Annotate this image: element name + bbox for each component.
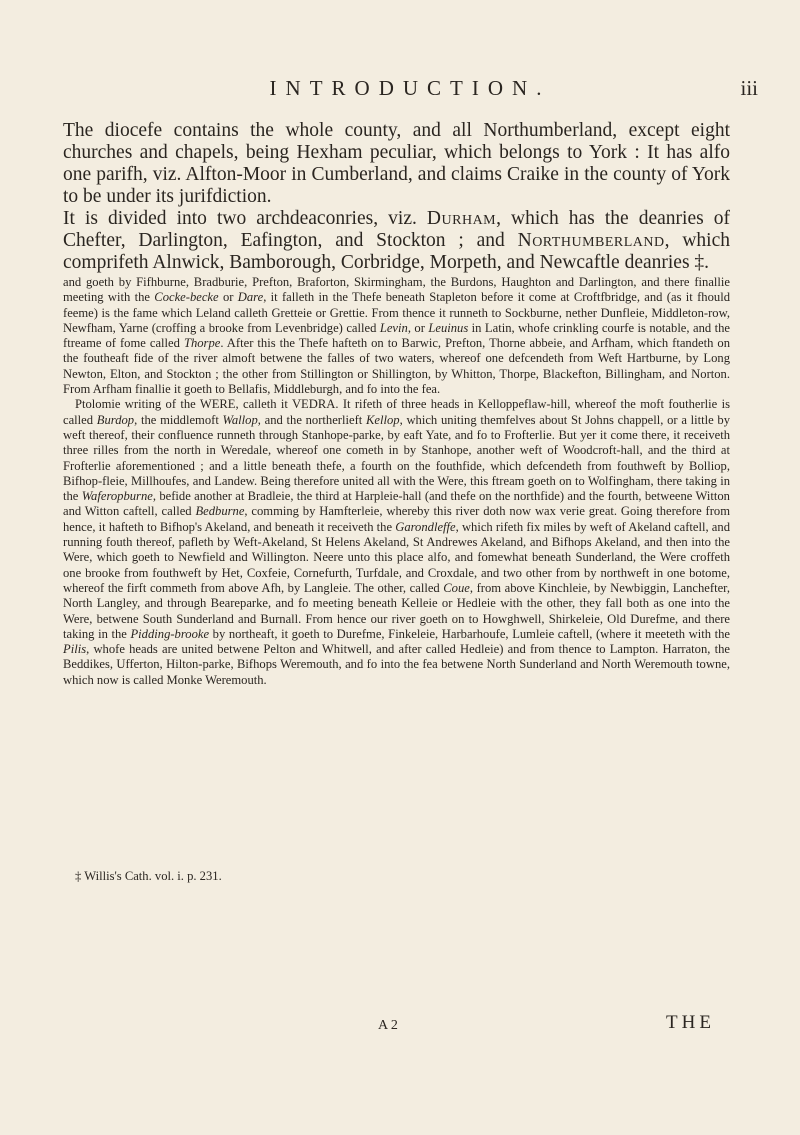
italic-name: Leuinus bbox=[428, 320, 469, 335]
text-fragment: and goeth by Fifhburne, Bradburie, Prefton, Braforton, Skirmingham, the Burdons, Haughton and Darlington, and there finallie meeting with the bbox=[63, 275, 730, 305]
text-fragment: , which rifeth fix miles by weft of Akeland caftell, and running fouth thereof, pafleth by Weft-Akeland, St Helens Akeland, St Andrewes Akeland, and Bifhops Akeland, and then into the Were, which goeth to Newfield and Willington. Neere unto this place alfo, and fomewhat beneath Sunderland, the Were croffeth one brooke from fouthweft by Het, Coxfeie, Cornefurth, Turfdale, and Croxdale, and two other from by northweft in one botome, whereof the firft commeth from above Afh, by Langleie. The other, called bbox=[63, 519, 730, 595]
italic-name: Pidding-brooke bbox=[130, 626, 210, 641]
text-fragment: . After this the Thefe hafteth on to Barwic, Prefton, Thorne abbeie, and Arfham, which ftandeth on the foutheaft fide of the river almoft betwene the falles of two waters, whereof one defcendeth from Weft Hartburne, by Long Newton, Elton, and Stockton ; the other from Stillington or Shillington, by Whitton, Thorpe, Blackefton, Billingham, and Norton. From Arfham finallie it goeth to Bellafis, Middleburgh, and fo into the fea. bbox=[63, 336, 730, 397]
italic-name: Waferopburne bbox=[81, 489, 153, 504]
text-fragment: , which comprifeth Alnwick, Bamborough, Corbridge, Morpeth, and Newcaftle deanries ‡. bbox=[63, 230, 731, 273]
text-fragment: , it falleth in the Thefe beneath Stapleton before it come at Croftfbridge, and (as it fhould feeme) is the fame which Leland calleth Gretteie or Grettie. From thence it runneth to Sockburne, nether Dunfleie, Middleton-row, Newfham, Yarne (croffing a brooke from Levenbridge) called bbox=[63, 290, 730, 335]
quoted-passage bbox=[63, 275, 730, 688]
text-fragment: , which uniting themfelves about St Johns chappell, or a little by weft thereof, their confluence runneth through Stanhope-parke, by eaft Yate, and fo to Frofterlie. But yer it come there, it receiveth three rilles from the north in Weredale, whereof one cometh in by Stanhope, another weft of Woodcroft-hall, and the third at Frofterlie aforementioned ; and a little beneath thefe, a fourth on the fouthfide, which defcendeth from fouthweft by Bolliop, Bifhop-fleie, Millhoufes, and Landew. Being therefore united all with the Were, this ftream goeth on to Wolfingham, there taking in the bbox=[63, 412, 731, 504]
durham-heading: Durham bbox=[426, 208, 497, 229]
text-fragment: , which has the deanries of Chefter, Darlington, Eafington, and Stockton ; and bbox=[63, 208, 730, 251]
italic-name: Garondleffe bbox=[395, 519, 456, 534]
text-fragment: , befide another at Bradleie, the third at Harpleie-hall (and thefe on the northfide) and the fourth, betweene Witton and Witton caftell, called bbox=[63, 489, 730, 519]
italic-name: Levin bbox=[379, 320, 408, 335]
italic-name: Cocke-becke bbox=[154, 290, 219, 305]
italic-name: Pilis bbox=[63, 642, 87, 657]
italic-name: Wallop bbox=[222, 412, 258, 427]
text-fragment: , the middlemoft bbox=[134, 412, 223, 427]
signature-mark: A 2 bbox=[378, 1018, 398, 1033]
text-fragment: It is divided into two archdeaconries, viz. bbox=[63, 208, 427, 229]
running-header bbox=[60, 72, 760, 112]
text-fragment: Ptolomie writing of the WERE, calleth it VEDRA. It rifeth of three heads in Kelloppeflaw-hill, whereof the moft foutherlie is called bbox=[63, 397, 730, 427]
italic-name: Bedburne bbox=[195, 504, 245, 519]
italic-name: Thorpe bbox=[183, 336, 221, 351]
text-fragment: , whofe heads are united betwene Pelton and Whitwell, and after called Hedleie) and from thence to Lampton. Harraton, the Beddikes, Ufferton, Hilton-parke, Bifhops Weremouth, and fo into the fea betwene North Sunderland and North Weremouth towne, which now is called Monke Weremouth. bbox=[63, 642, 730, 687]
text-fragment: , and the northerlieft bbox=[257, 412, 366, 427]
italic-name: Coue bbox=[443, 580, 470, 595]
text-fragment: , comming by Hamfterleie, whereby this river doth now wax verie great. Going therefore from hence, it hafteth to Bifhop's Akeland, and beneath it receiveth the bbox=[63, 504, 730, 534]
text-fragment: , from above Kinchleie, by Newbiggin, Lanchefter, North Langley, and through Beareparke, and fo meeting beneath Kelleie or Hedleie with the other, they fall both as one into the Were, betwene South Sunderland and Burnall. From hence our river goeth on to Howghwell, Shirkeleie, Old Durefme, and there taking in the bbox=[63, 580, 730, 641]
page-number: iii bbox=[740, 76, 758, 100]
italic-name: Kellop bbox=[366, 412, 400, 427]
catchword: THE bbox=[666, 1012, 715, 1033]
text-fragment: , or bbox=[407, 320, 429, 335]
italic-name: Dare bbox=[237, 290, 264, 305]
footnote: ‡ Willis's Cath. vol. i. p. 231. bbox=[75, 869, 222, 883]
northumberland-heading: Northumberland bbox=[517, 230, 665, 251]
page-title: INTRODUCTION. bbox=[269, 76, 551, 100]
text-fragment: by northeaft, it goeth to Durefme, Finkeleie, Harbarhoufe, Lumleie caftell, (where it meeteth with the bbox=[209, 626, 730, 641]
italic-name: Burdop bbox=[96, 412, 135, 427]
paragraph-were bbox=[63, 397, 730, 688]
text-fragment: or bbox=[218, 290, 238, 305]
paragraph-archdeaconries bbox=[63, 208, 730, 274]
paragraph-diocese: The diocefe contains the whole county, and all Northumberland, except eight churches and chapels, being Hexham peculiar, which belongs to York : It has alfo one parifh, viz. Alfton-Moor in Cumberland, and claims Craike in the county of York to be under its jurifdiction. bbox=[63, 120, 730, 207]
paragraph-tees bbox=[63, 275, 730, 397]
text-fragment: in Latin, whofe crinkling courfe is notable, and the ftreame of fome called bbox=[63, 320, 730, 351]
main-text bbox=[63, 120, 730, 274]
